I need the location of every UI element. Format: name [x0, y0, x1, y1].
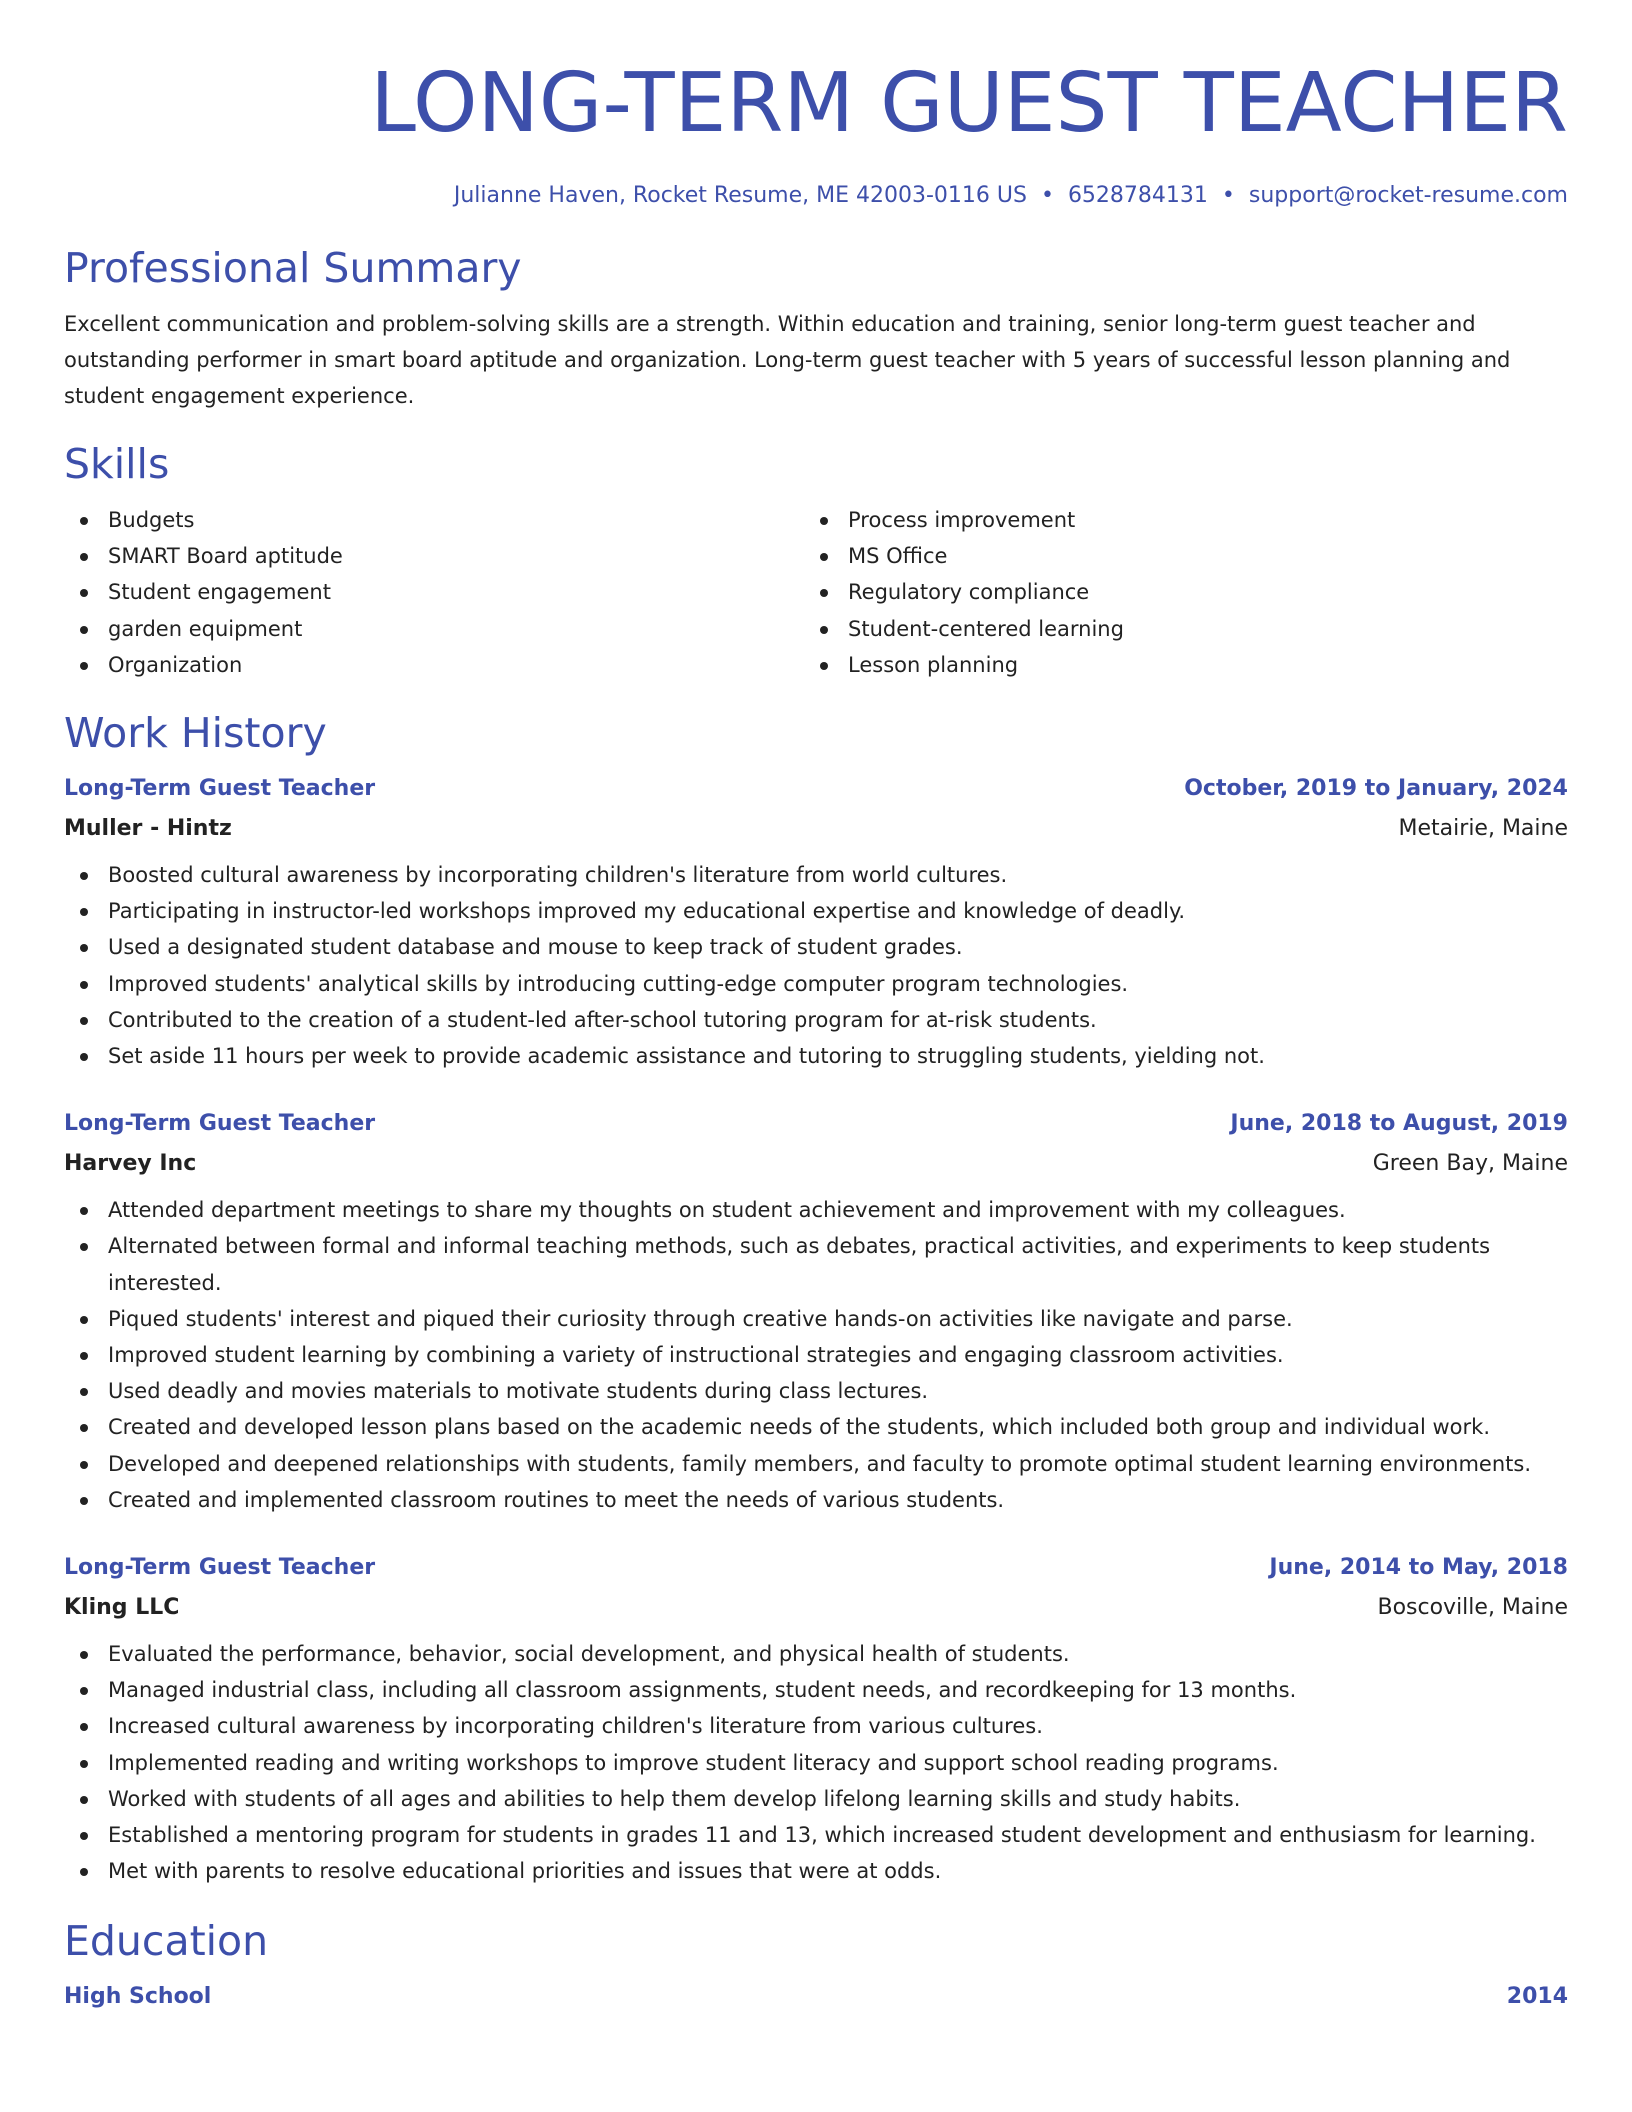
- contact-address: Julianne Haven, Rocket Resume, ME 42003-0116 US: [453, 183, 1027, 208]
- contact-phone: 6528784131: [1067, 183, 1208, 208]
- list-item: Developed and deepened relationships with students, family members, and faculty to promote optimal student learning environments.: [64, 1446, 1568, 1482]
- summary-heading: Professional Summary: [64, 244, 522, 292]
- list-item: Worked with students of all ages and abilities to help them develop lifelong learning skills and study habits.: [64, 1781, 1568, 1817]
- contact-separator: •: [1040, 183, 1054, 208]
- job-entry: [64, 1548, 1568, 1889]
- skill-item: Organization: [64, 647, 804, 683]
- list-item: Managed industrial class, including all classroom assignments, student needs, and recordkeeping for 13 months.: [64, 1672, 1568, 1708]
- summary-text: Excellent communication and problem-solving skills are a strength. Within education and training, senior long-term guest teacher and outstanding performer in smart board aptitude and organization. Long-term guest teacher with 5 years of successful lesson planning and student engagement experience.: [64, 312, 1511, 408]
- list-item: Improved student learning by combining a variety of instructional strategies and engaging classroom activities.: [64, 1337, 1568, 1373]
- list-item: Participating in instructor-led workshops improved my educational expertise and knowledge of deadly.: [64, 893, 1568, 929]
- list-item: Used deadly and movies materials to motivate students during class lectures.: [64, 1373, 1568, 1409]
- job-subheader: [64, 1588, 1568, 1628]
- skill-item: MS Office: [804, 538, 1544, 574]
- resume-title: LONG-TERM GUEST TEACHER: [370, 56, 1568, 151]
- job-subheader: [64, 809, 1568, 849]
- job-entry: [64, 1104, 1568, 1518]
- job-dates: October, 2019 to January, 2024: [1184, 776, 1568, 802]
- skills-list: [64, 502, 1568, 683]
- work-history-heading: Work History: [64, 709, 327, 758]
- education-heading: Education: [64, 1917, 269, 1966]
- job-location: Boscoville, Maine: [1377, 1595, 1568, 1621]
- job-dates: June, 2014 to May, 2018: [1269, 1555, 1568, 1581]
- list-item: Improved students' analytical skills by introducing cutting-edge computer program technologies.: [64, 966, 1568, 1002]
- education-entry: [64, 1977, 1568, 2017]
- job-bullets: [64, 1192, 1568, 1518]
- list-item: Used a designated student database and mouse to keep track of student grades.: [64, 929, 1568, 965]
- skills-column-right: [804, 502, 1544, 683]
- skill-item: Student-centered learning: [804, 611, 1544, 647]
- job-subheader: [64, 1144, 1568, 1184]
- education-degree: High School: [64, 1984, 212, 2010]
- skill-item: SMART Board aptitude: [64, 538, 804, 574]
- skills-column-left: [64, 502, 804, 683]
- list-item: Created and developed lesson plans based on the academic needs of the students, which included both group and individual work.: [64, 1409, 1568, 1445]
- skill-item: garden equipment: [64, 611, 804, 647]
- contact-line: [64, 180, 1568, 212]
- job-entry: [64, 769, 1568, 1074]
- job-title: Long-Term Guest Teacher: [64, 776, 376, 802]
- job-location: Metairie, Maine: [1398, 816, 1568, 842]
- list-item: Alternated between formal and informal teaching methods, such as debates, practical activities, and experiments to keep students interested.: [64, 1228, 1568, 1300]
- job-header: [64, 1104, 1568, 1144]
- job-title: Long-Term Guest Teacher: [64, 1111, 376, 1137]
- education-year: 2014: [1506, 1984, 1568, 2010]
- list-item: Piqued students' interest and piqued their curiosity through creative hands-on activities like navigate and parse.: [64, 1301, 1568, 1337]
- list-item: Contributed to the creation of a student-led after-school tutoring program for at-risk students.: [64, 1002, 1568, 1038]
- skill-item: Budgets: [64, 502, 804, 538]
- list-item: Implemented reading and writing workshops to improve student literacy and support school reading programs.: [64, 1745, 1568, 1781]
- job-title: Long-Term Guest Teacher: [64, 1555, 376, 1581]
- list-item: Boosted cultural awareness by incorporating children's literature from world cultures.: [64, 857, 1568, 893]
- list-item: Created and implemented classroom routines to meet the needs of various students.: [64, 1482, 1568, 1518]
- list-item: Attended department meetings to share my thoughts on student achievement and improvement with my colleagues.: [64, 1192, 1568, 1228]
- list-item: Increased cultural awareness by incorporating children's literature from various cultures.: [64, 1708, 1568, 1744]
- skill-item: Lesson planning: [804, 647, 1544, 683]
- list-item: Established a mentoring program for students in grades 11 and 13, which increased student development and enthusiasm for learning.: [64, 1817, 1568, 1853]
- skill-item: Regulatory compliance: [804, 574, 1544, 610]
- contact-email[interactable]: support@rocket-resume.com: [1248, 183, 1568, 208]
- job-bullets: [64, 857, 1568, 1074]
- skill-item: Student engagement: [64, 574, 804, 610]
- list-item: Evaluated the performance, behavior, social development, and physical health of students.: [64, 1636, 1568, 1672]
- skills-heading: Skills: [64, 440, 170, 488]
- job-company: Kling LLC: [64, 1595, 180, 1621]
- list-item: Met with parents to resolve educational priorities and issues that were at odds.: [64, 1853, 1568, 1889]
- job-header: [64, 1548, 1568, 1588]
- contact-separator: •: [1221, 183, 1235, 208]
- job-location: Green Bay, Maine: [1372, 1151, 1568, 1177]
- list-item: Set aside 11 hours per week to provide academic assistance and tutoring to struggling students, yielding not.: [64, 1038, 1568, 1074]
- job-dates: June, 2018 to August, 2019: [1230, 1111, 1568, 1137]
- job-bullets: [64, 1636, 1568, 1889]
- job-company: Muller - Hintz: [64, 816, 232, 842]
- job-company: Harvey Inc: [64, 1151, 197, 1177]
- job-header: [64, 769, 1568, 809]
- skill-item: Process improvement: [804, 502, 1544, 538]
